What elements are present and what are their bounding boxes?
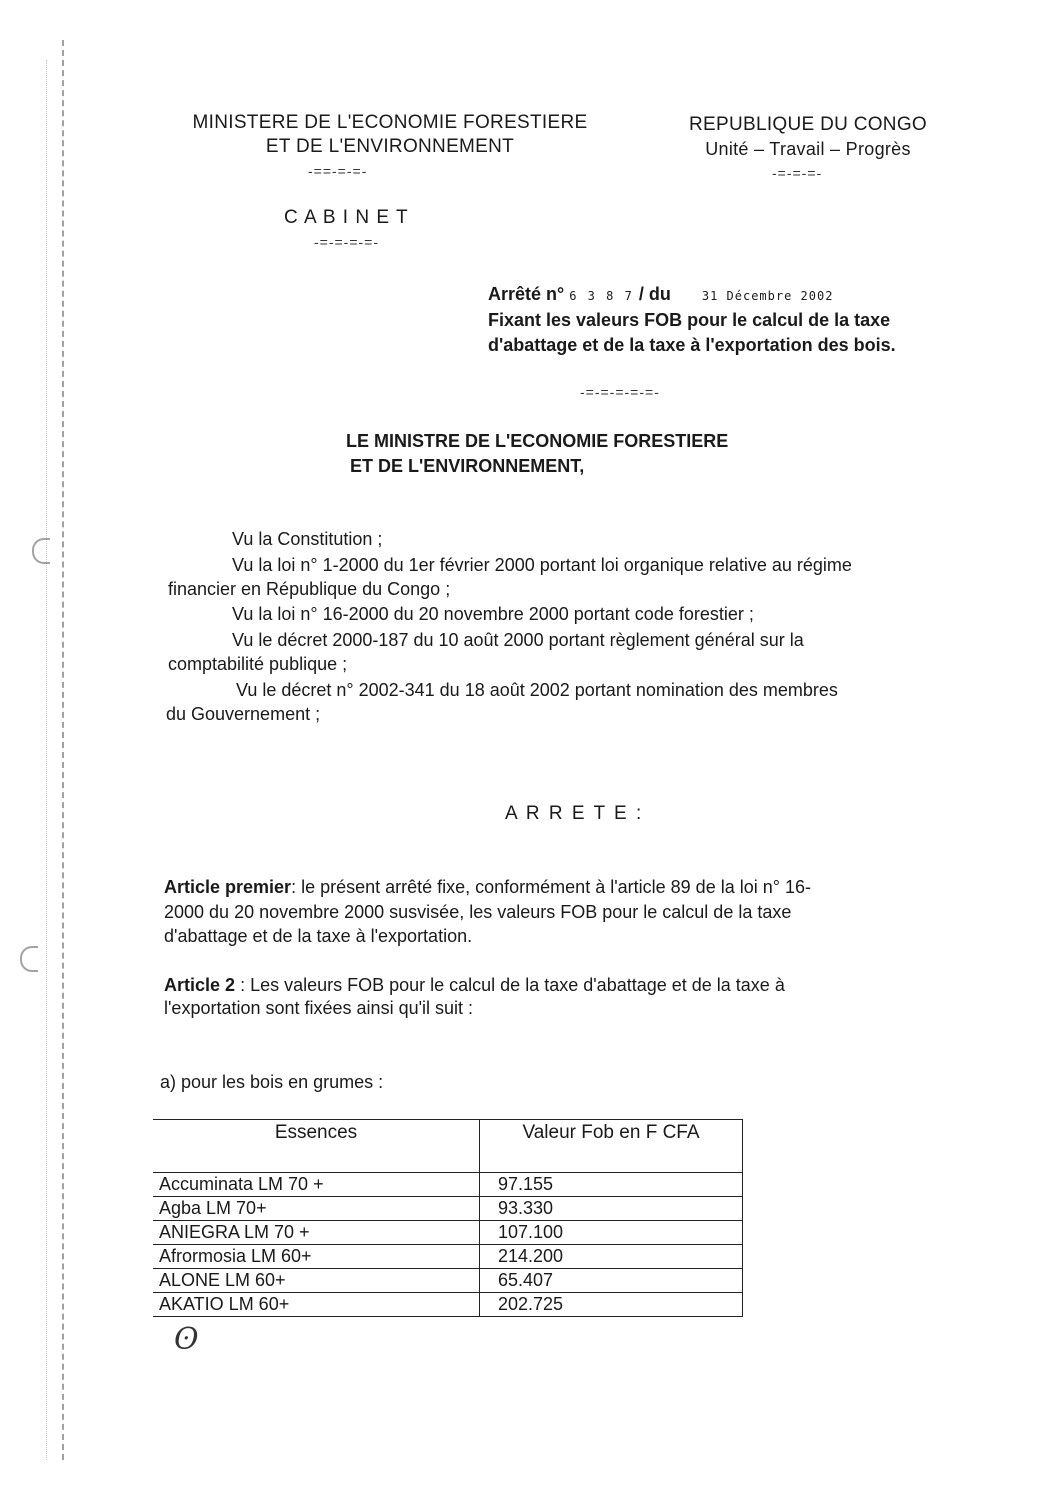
decree-subject-line1: Fixant les valeurs FOB pour le calcul de la taxe — [488, 310, 891, 330]
visa-loi-1-2000: Vu la loi n° 1-2000 du 1er février 2000 portant loi organique relative au régime — [232, 555, 852, 575]
republic-separator: -=-=-=- — [772, 165, 823, 181]
visa-decret-2002-341-cont: du Gouvernement ; — [166, 704, 321, 724]
col-header-valeur-fob: Valeur Fob en F CFA — [480, 1120, 743, 1173]
visa-loi-1-2000-cont: financier en République du Congo ; — [168, 579, 451, 599]
decree-date: 31 Décembre 2002 — [701, 289, 834, 303]
table-row — [153, 1245, 743, 1269]
essence-cell: Afrormosia LM 60+ — [153, 1245, 480, 1269]
fob-values-table — [153, 1119, 743, 1317]
table-row — [153, 1293, 743, 1317]
decree-number-prefix: Arrêté n° — [488, 284, 565, 304]
essence-cell: AKATIO LM 60+ — [153, 1293, 480, 1317]
value-cell: 202.725 — [480, 1293, 743, 1317]
cabinet-separator: -=-=-=-=- — [314, 234, 380, 250]
arrete-heading: A R R E T E : — [505, 803, 644, 824]
decree-number-line — [488, 284, 833, 305]
essence-cell: ALONE LM 60+ — [153, 1269, 480, 1293]
decree-separator: -=-=-=-=-=- — [580, 384, 660, 400]
binder-hole-mark — [32, 538, 50, 564]
ministry-name-line1: MINISTERE DE L'ECONOMIE FORESTIERE — [192, 112, 588, 133]
article-2-label: Article 2 — [164, 975, 236, 995]
article-1-label: Article premier — [164, 877, 292, 897]
visa-decret-2000-187-cont: comptabilité publique ; — [168, 654, 348, 674]
table-row — [153, 1269, 743, 1293]
value-cell: 107.100 — [480, 1221, 743, 1245]
visa-loi-16-2000: Vu la loi n° 16-2000 du 20 novembre 2000 portant code forestier ; — [232, 604, 754, 624]
minister-heading-line2: ET DE L'ENVIRONNEMENT, — [350, 456, 585, 476]
article-1-line3: d'abattage et de la taxe à l'exportation. — [164, 926, 473, 946]
value-cell: 97.155 — [480, 1173, 743, 1197]
decree-du: / du — [638, 284, 671, 304]
article-2-line2: l'exportation sont fixées ainsi qu'il suit : — [164, 998, 474, 1018]
section-a-label: a) pour les bois en grumes : — [160, 1072, 384, 1092]
binder-hole-mark-2 — [20, 946, 38, 972]
article-1-line2: 2000 du 20 novembre 2000 susvisée, les valeurs FOB pour le calcul de la taxe — [164, 902, 792, 922]
article-2-line1 — [164, 974, 785, 996]
visa-constitution: Vu la Constitution ; — [232, 529, 383, 549]
ministry-separator: -==-=-=- — [308, 163, 368, 179]
decree-number: 6 3 8 7 — [569, 289, 634, 303]
value-cell: 65.407 — [480, 1269, 743, 1293]
article-2-text1: : Les valeurs FOB pour le calcul de la taxe d'abattage et de la taxe à — [240, 975, 785, 995]
article-1-line1 — [164, 876, 974, 898]
decree-subject-line2: d'abattage et de la taxe à l'exportation des bois. — [488, 335, 896, 355]
table-row — [153, 1197, 743, 1221]
table-row — [153, 1173, 743, 1197]
table-row — [153, 1221, 743, 1245]
value-cell: 93.330 — [480, 1197, 743, 1221]
handwritten-initials: ʘ — [174, 1322, 199, 1357]
table-header-row — [153, 1120, 743, 1173]
republic-name: REPUBLIQUE DU CONGO — [689, 114, 927, 135]
essence-cell: Accuminata LM 70 + — [153, 1173, 480, 1197]
article-1-text1: : le présent arrêté fixe, conformément à l'article 89 de la loi n° 16- — [291, 877, 811, 897]
minister-heading-line1: LE MINISTRE DE L'ECONOMIE FORESTIERE — [346, 431, 729, 451]
ministry-name-line2: ET DE L'ENVIRONNEMENT — [265, 136, 515, 157]
visa-decret-2000-187: Vu le décret 2000-187 du 10 août 2000 portant règlement général sur la — [232, 630, 804, 650]
visa-decret-2002-341: Vu le décret n° 2002-341 du 18 août 2002 portant nomination des membres — [236, 680, 838, 700]
scan-edge-artifact-2 — [46, 60, 49, 1460]
essence-cell: ANIEGRA LM 70 + — [153, 1221, 480, 1245]
col-header-essences: Essences — [153, 1120, 480, 1173]
value-cell: 214.200 — [480, 1245, 743, 1269]
essence-cell: Agba LM 70+ — [153, 1197, 480, 1221]
cabinet-label: C A B I N E T — [284, 207, 409, 228]
republic-motto: Unité – Travail – Progrès — [705, 139, 911, 159]
scan-edge-artifact — [62, 40, 68, 1460]
